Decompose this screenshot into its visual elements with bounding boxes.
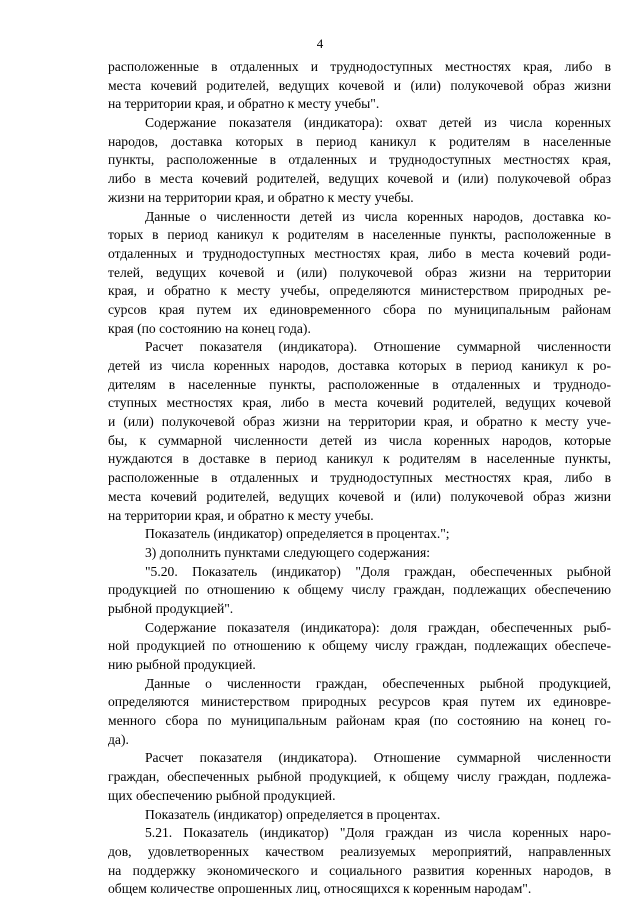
text-line: Данные о численности граждан, обеспеченных рыбной продукцией, <box>145 675 611 691</box>
text-line: расположенные в отдаленных и труднодоступных местностях края, либо в <box>108 470 611 486</box>
text-line: Показатель (индикатор) определяется в процентах."; <box>145 526 450 542</box>
paragraph <box>108 208 611 339</box>
paragraph <box>108 824 611 899</box>
text-line: да). <box>108 731 129 747</box>
text-line: бы, к суммарной численности детей из числа коренных народов, которые <box>108 432 611 448</box>
text-line: края (по состоянию на конец года). <box>108 320 311 336</box>
text-line: на поддержку экономического и социального развития коренных народов, в <box>108 862 611 878</box>
text-line: торых в период каникул к родителям в населенные пункты, расположенные в <box>108 227 611 243</box>
text-line: дителям в населенные пункты, расположенные в отдаленных и труднодо- <box>108 376 611 392</box>
text-line: телей, ведущих кочевой и (или) полукочевой образ жизни на территории <box>108 264 611 280</box>
text-line: сурсов края путем их единовременного сбора по муниципальным районам <box>108 301 611 317</box>
paragraph <box>108 114 611 207</box>
paragraph <box>108 544 611 563</box>
paragraph <box>108 675 611 750</box>
text-line: на территории края, и обратно к месту учебы. <box>108 507 374 523</box>
text-line: общем количестве опрошенных лиц, относящихся к коренным народам". <box>108 881 532 897</box>
text-line: отдаленных и труднодоступных местностях края, либо в места кочевий роди- <box>108 245 611 261</box>
text-line: пункты, расположенные в отдаленных и труднодоступных местностях края, <box>108 152 611 168</box>
text-line: расположенные в отдаленных и труднодоступных местностях края, либо в <box>108 59 611 74</box>
text-line: Данные о численности детей из числа коренных народов, доставка ко- <box>145 208 611 224</box>
text-line: 3) дополнить пунктами следующего содержания: <box>145 544 431 560</box>
text-line: определяются министерством природных ресурсов края путем их единовре- <box>108 694 611 710</box>
text-line: менного сбора по муниципальным районам края (по состоянию на конец го- <box>108 713 611 729</box>
paragraph <box>108 58 611 114</box>
text-line: ной продукцией по отношению к общему числу граждан, подлежащих обеспече- <box>108 638 611 654</box>
text-line: продукцией по отношению к общему числу граждан, подлежащих обеспечению <box>108 582 611 598</box>
document-body <box>108 58 611 899</box>
text-line: нию рыбной продукцией. <box>108 657 256 672</box>
text-line: рыбной продукцией". <box>108 600 234 616</box>
text-line: Содержание показателя (индикатора): охват детей из числа коренных <box>145 115 611 131</box>
text-line: Показатель (индикатор) определяется в процентах. <box>145 806 441 822</box>
paragraph <box>108 338 611 525</box>
text-line: щих обеспечению рыбной продукцией. <box>108 787 336 803</box>
text-line: Расчет показателя (индикатора). Отношение суммарной численности <box>145 339 611 355</box>
text-line: места кочевий родителей, ведущих кочевой и (или) полукочевой образ жизни <box>108 77 611 93</box>
paragraph <box>108 749 611 805</box>
page-number: 4 <box>316 36 324 51</box>
text-line: 5.21. Показатель (индикатор) "Доля граждан из числа коренных наро- <box>145 825 611 841</box>
paragraph <box>108 563 611 619</box>
text-line: дов, удовлетворенных качеством реализуемых мероприятий, направленных <box>108 843 611 859</box>
paragraph <box>108 525 611 544</box>
text-line: жизни на территории края, и обратно к месту учебы. <box>108 189 414 205</box>
text-line: граждан, обеспеченных рыбной продукцией, к общему числу граждан, подлежа- <box>108 769 611 785</box>
text-line: народов, доставка которых в период каникул к родителям в населенные <box>108 133 611 149</box>
text-line: на территории края, и обратно к месту учебы". <box>108 96 380 112</box>
text-line: места кочевий родителей, ведущих кочевой и (или) полукочевой образ жизни <box>108 488 611 504</box>
text-line: либо в места кочевий родителей, ведущих кочевой и (или) полукочевой образ <box>108 171 611 187</box>
text-line: "5.20. Показатель (индикатор) "Доля граждан, обеспеченных рыбной <box>145 563 611 579</box>
text-line: детей из числа коренных народов, доставка которых в период каникул к ро- <box>108 358 611 373</box>
text-line: нуждаются в доставке в период каникул к родителям в населенные пункты, <box>108 451 611 467</box>
text-line: края, и обратно к месту учебы, определяются министерством природных ре- <box>108 283 611 299</box>
text-line: Расчет показателя (индикатора). Отношение суммарной численности <box>145 750 611 766</box>
paragraph <box>108 806 611 825</box>
paragraph <box>108 619 611 675</box>
text-line: Содержание показателя (индикатора): доля граждан, обеспеченных рыб- <box>145 619 611 635</box>
text-line: и (или) полукочевой образ жизни на территории края, и обратно к месту уче- <box>108 414 611 430</box>
text-line: ступных местностях края, либо в места кочевий родителей, ведущих кочевой <box>108 395 611 411</box>
